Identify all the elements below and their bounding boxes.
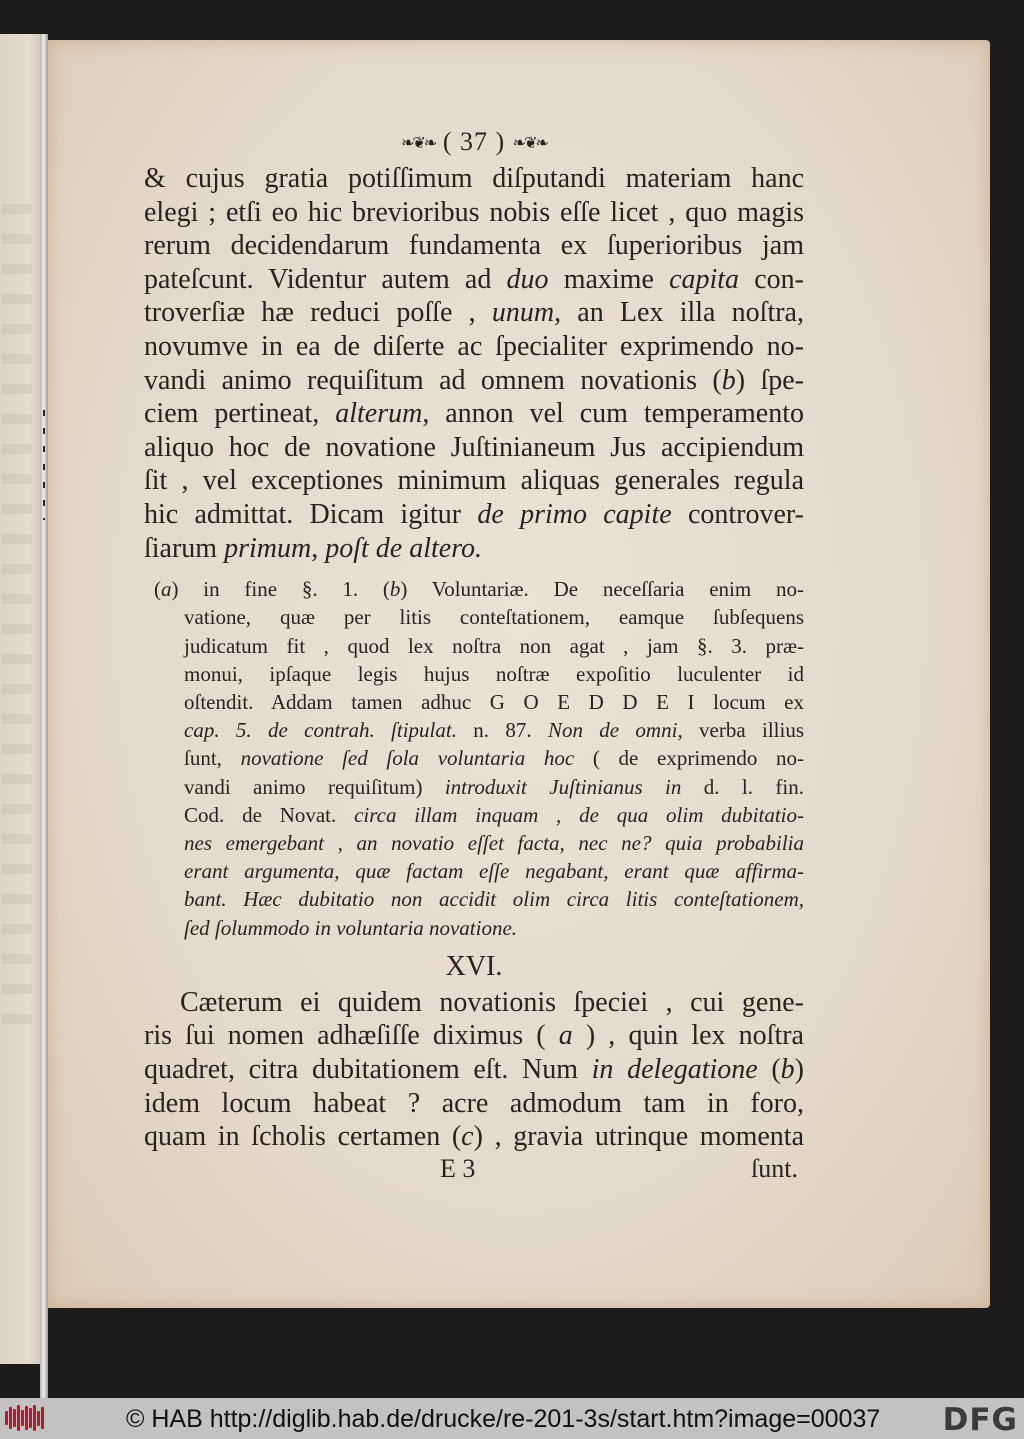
footnote-line [144, 801, 804, 829]
footnote-line [144, 885, 804, 913]
text-line [144, 229, 804, 263]
text-line [144, 986, 804, 1020]
text-run: , verba illius [677, 718, 804, 743]
text-run: vandi animo requiſitum) [184, 774, 445, 799]
italic-text: a [558, 1020, 573, 1052]
text-run: n. 87. [456, 718, 548, 743]
text-line [144, 1019, 804, 1053]
italic-text: b [389, 577, 401, 602]
text-run: Cæterum ei quidem novationis ſpeciei , cui gene- [180, 986, 804, 1018]
text-run: ) Voluntariæ. De neceſſaria enim no- [400, 577, 804, 602]
footnote-line [144, 632, 804, 660]
text-line [144, 296, 804, 330]
hab-logo-icon [5, 1404, 47, 1432]
page-foot [144, 1154, 804, 1184]
text-run: vatione, quæ per litis conteſtationem, eamque ſubſequens [184, 605, 804, 630]
text-run: vandi animo requiſitum ad omnem novationis ( [144, 364, 722, 396]
text-line [144, 196, 804, 230]
text-run: ſit , vel exceptiones minimum aliquas generales regula [144, 465, 804, 497]
italic-text: ſed ſolummodo in voluntaria novatione. [184, 915, 518, 940]
text-run: ciem pertineat, [144, 398, 336, 430]
text-line [144, 431, 804, 465]
italic-text: bant. Hæc dubitatio non accidit olim circa litis conteſtationem, [184, 887, 804, 912]
text-run: idem locum habeat ? acre admodum tam in foro, [144, 1087, 804, 1119]
text-line [144, 1120, 804, 1154]
page-text [144, 126, 804, 1184]
text-run: maxime [548, 263, 670, 295]
text-run: controver- [671, 498, 804, 530]
text-run: rerum decidendarum fundamenta ex ſuperioribus jam [144, 230, 804, 262]
footnote-line [144, 914, 804, 942]
text-run: quam in ſcholis certamen ( [144, 1121, 462, 1153]
body-paragraph-2 [144, 986, 804, 1154]
italic-text: a [161, 577, 172, 602]
dfg-logo: DFG [942, 1402, 1018, 1438]
gutter-marks [43, 410, 45, 520]
italic-text: unum [491, 297, 555, 329]
footnote-line [144, 575, 804, 603]
text-run: ( [154, 577, 161, 602]
italic-text: introduxit Juſtinianus in [444, 774, 682, 799]
footnotes [144, 575, 804, 942]
text-run: pateſcunt. Videntur autem ad [144, 263, 507, 295]
italic-text: de primo capite [477, 498, 672, 530]
text-line [144, 1087, 804, 1121]
footnote-line [144, 660, 804, 688]
text-run: troverſiæ hæ reduci poſſe , [144, 297, 492, 329]
footnote-line [144, 688, 804, 716]
italic-text: erant argumenta, quæ factam eſſe negabant, erant quæ affirma- [184, 859, 804, 884]
text-run: ſiarum [144, 532, 225, 564]
text-run: ( de exprimendo no- [574, 746, 804, 771]
footnote-line [144, 716, 804, 744]
text-line [144, 162, 804, 196]
signature-mark: E 3 [440, 1153, 476, 1183]
text-run: hic admittat. Dicam igitur [144, 498, 478, 530]
footnote-line [144, 829, 804, 857]
text-run: elegi ; etſi eo hic brevioribus nobis eſſe licet , quo magis [144, 196, 804, 228]
italic-text: novatione ſed ſola voluntaria hoc [240, 746, 575, 771]
footnote-line [144, 744, 804, 772]
text-run: monui, ipſaque legis hujus noſtræ expoſitio luculenter id [184, 661, 804, 686]
footnote-line [144, 773, 804, 801]
footer-bar [0, 1398, 1024, 1439]
book-spine-gutter [40, 34, 48, 1398]
text-run: novumve in ea de diſerte ac ſpecialiter exprimendo no- [144, 331, 804, 362]
previous-page-bleedthrough [2, 204, 32, 1024]
text-run: ) , gravia utrinque momenta [473, 1121, 804, 1153]
running-head [144, 126, 804, 160]
catchword: ſunt. [751, 1153, 798, 1183]
previous-page-edge [0, 34, 42, 1364]
text-run: quadret, citra dubitationem eſt. Num [144, 1053, 592, 1085]
italic-text: circa illam inquam , de qua olim dubitatio- [354, 802, 804, 827]
ornament-right-icon: ❧❦❧ [512, 135, 547, 153]
copyright-url-link[interactable]: © HAB http://diglib.hab.de/drucke/re-201-3s/start.htm?image=00037 [126, 1405, 881, 1433]
text-run: con- [739, 263, 804, 295]
italic-text: alterum [335, 398, 423, 430]
body-paragraph-1 [144, 162, 804, 565]
text-run: , annon vel cum temperamento [422, 398, 804, 430]
italic-text: c [461, 1121, 474, 1153]
text-run: ) in fine §. 1. ( [171, 577, 390, 602]
footnote-line [144, 857, 804, 885]
text-run: judicatum fit , quod lex noſtra non agat , jam §. 3. præ- [184, 633, 804, 658]
text-run: d. l. fin. [681, 774, 804, 799]
text-line [144, 364, 804, 398]
text-run: Cod. de Novat. [184, 802, 355, 827]
section-heading: XVI. [445, 950, 503, 982]
text-run: ) , quin lex noſtra [572, 1020, 804, 1052]
italic-text: b [780, 1053, 795, 1085]
text-run: aliquo hoc de novatione Juſtinianeum Jus accipiendum [144, 431, 804, 463]
italic-text: duo [506, 263, 549, 295]
page-number: ( 37 ) [442, 127, 506, 156]
italic-text: Non de omni [547, 718, 678, 743]
text-run: & cujus gratia potiſſimum diſputandi materiam hanc [144, 163, 804, 195]
text-run: ) ſpe- [735, 364, 805, 396]
italic-text: in delegatione [591, 1053, 758, 1085]
text-run: ( [757, 1053, 781, 1085]
footnote-line [144, 603, 804, 631]
ornament-left-icon: ❧❦❧ [401, 135, 436, 153]
text-run: , [311, 532, 326, 564]
italic-text: nes emergebant , an novatio eſſet facta, nec ne? quia probabilia [184, 830, 804, 855]
text-run: ) [794, 1053, 804, 1085]
italic-text: primum [224, 532, 312, 564]
text-line [144, 397, 804, 431]
book-page [48, 40, 990, 1308]
text-line [144, 263, 804, 297]
text-run: oſtendit. Addam tamen adhuc G O E D D E I locum ex [184, 689, 804, 714]
text-line [144, 464, 804, 498]
italic-text: poſt de altero. [325, 532, 483, 564]
italic-text: cap. 5. de contrah. ſtipulat. [184, 718, 457, 743]
text-line [144, 532, 804, 566]
text-run: ris ſui nomen adhæſiſſe diximus ( [144, 1020, 559, 1052]
text-line [144, 330, 804, 364]
italic-text: capita [669, 263, 740, 295]
text-run: ſunt, [184, 746, 241, 771]
text-line [144, 498, 804, 532]
text-line [144, 1053, 804, 1087]
text-run: , an Lex illa noſtra, [554, 297, 804, 329]
italic-text: b [721, 364, 736, 396]
